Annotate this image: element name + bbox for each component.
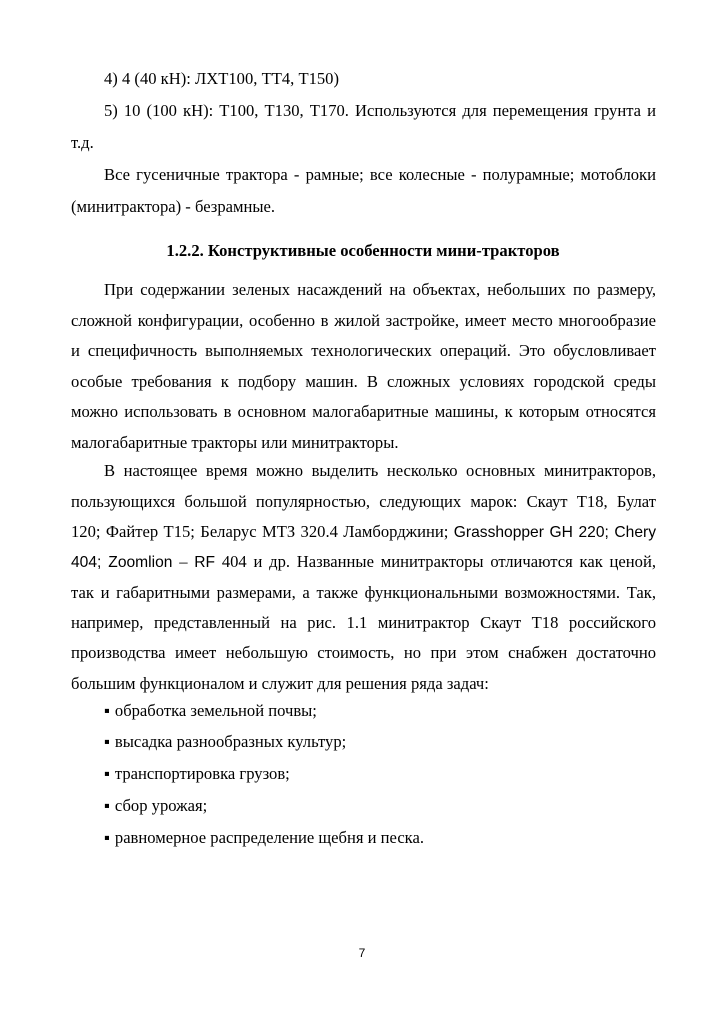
- paragraph-2-line: В настоящее время можно выделить несколько основных минитракторов,: [104, 461, 656, 480]
- frame-paragraph-line: Все гусеничные трактора - рамные; все колесные - полурамные; мотоблоки: [104, 165, 656, 184]
- paragraph-2-text: –: [172, 552, 195, 571]
- brand-names: Grasshopper GH 220; Chery: [453, 524, 656, 541]
- paragraph-1-line: особые требования к подбору машин. В сложных условиях городской среды: [71, 372, 656, 391]
- bullet-marker-icon: ▪: [104, 796, 110, 815]
- frame-paragraph-line: (минитрактора) - безрамные.: [71, 197, 276, 216]
- bullet-item: [104, 764, 290, 784]
- bullet-item-text: транспортировка грузов;: [114, 764, 290, 783]
- list-item-5-continuation: т.д.: [71, 133, 94, 152]
- paragraph-1-line: сложной конфигурации, особенно в жилой застройке, имеет место многообразие: [71, 311, 656, 330]
- brand-names: RF: [194, 554, 216, 571]
- brand-names: 404; Zoomlion: [71, 554, 173, 571]
- paragraph-2-line: большим функционалом и служит для решения ряда задач:: [71, 674, 489, 693]
- bullet-item: [104, 796, 207, 816]
- bullet-item-text: обработка земельной почвы;: [114, 701, 317, 720]
- bullet-item-text: равномерное распределение щебня и песка.: [114, 828, 425, 847]
- list-item-5: 5) 10 (100 кН): Т100, Т130, Т170. Используются для перемещения грунта и: [104, 101, 656, 120]
- bullet-marker-icon: ▪: [104, 701, 110, 720]
- paragraph-2-line: пользующихся большой популярностью, следующих марок: Скаут Т18, Булат: [71, 492, 656, 511]
- paragraph-1-line: и специфичность выполняемых технологических операций. Это обусловливает: [71, 341, 656, 360]
- bullet-marker-icon: ▪: [104, 732, 110, 751]
- paragraph-1-line: При содержании зеленых насаждений на объектах, небольших по размеру,: [104, 280, 656, 299]
- bullet-item: [104, 701, 317, 721]
- paragraph-2-text: 120; Файтер Т15; Беларус МТЗ 320.4 Ламборджини;: [71, 522, 454, 541]
- list-item-4: 4) 4 (40 кН): ЛХТ100, ТТ4, Т150): [104, 69, 339, 88]
- paragraph-2-line: [71, 552, 656, 573]
- bullet-item: [104, 732, 346, 752]
- paragraph-2-line: так и габаритными размерами, а также функциональными возможностями. Так,: [71, 583, 656, 602]
- section-heading-text: 1.2.2. Конструктивные особенности мини-тракторов: [166, 241, 560, 260]
- paragraph-2-line: [71, 522, 656, 543]
- paragraph-2-text: 404 и др. Названные минитракторы отличаются как ценой,: [215, 552, 656, 571]
- bullet-marker-icon: ▪: [104, 828, 110, 847]
- bullet-item: [104, 828, 424, 848]
- section-heading: [0, 241, 724, 261]
- paragraph-2-line: производства имеет небольшую стоимость, но при этом снабжен достаточно: [71, 643, 656, 662]
- paragraph-2-line: например, представленный на рис. 1.1 минитрактор Скаут Т18 российского: [71, 613, 656, 632]
- bullet-item-text: сбор урожая;: [114, 796, 208, 815]
- page-number: 7: [358, 946, 366, 960]
- paragraph-1-line: можно использовать в основном малогабаритные машины, к которым относятся: [71, 402, 656, 421]
- paragraph-1-line: малогабаритные тракторы или минитракторы.: [71, 433, 399, 452]
- bullet-item-text: высадка разнообразных культур;: [114, 732, 347, 751]
- bullet-marker-icon: ▪: [104, 764, 110, 783]
